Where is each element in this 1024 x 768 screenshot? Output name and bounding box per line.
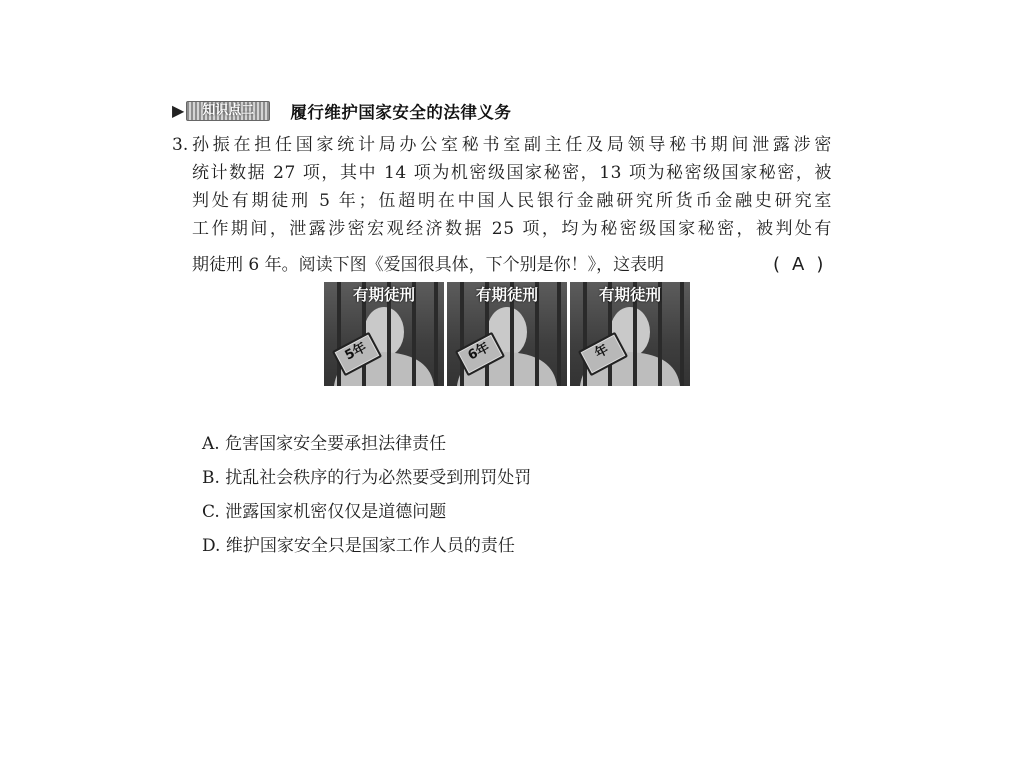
sentence-stamp: 5年 [332, 332, 382, 376]
section-marker-icon: ▶ [172, 101, 185, 120]
option-d: D. 维护国家安全只是国家工作人员的责任 [202, 536, 515, 556]
sentence-stamp: 6年 [455, 332, 505, 376]
question-line-4: 工作期间，泄露涉密宏观经济数据 25 项，均为秘密级国家秘密，被判处有 [192, 219, 832, 239]
question-line-5: 期徒刑 6 年。阅读下图《爱国很具体，下个别是你！》，这表明 [192, 255, 665, 275]
option-b: B. 扰乱社会秩序的行为必然要受到刑罚处罚 [202, 468, 532, 488]
question-line-1: 孙振在担任国家统计局办公室秘书室副主任及局领导秘书期间泄露涉密 [192, 135, 832, 155]
question-line-2: 统计数据 27 项，其中 14 项为机密级国家秘密，13 项为秘密级国家秘密，被 [192, 163, 832, 183]
panel-title: 有期徒刑 [598, 286, 661, 304]
section-title: 履行维护国家安全的法律义务 [290, 103, 512, 122]
cartoon-panel-3 [570, 282, 690, 386]
cartoon-panel-2 [447, 282, 567, 386]
panel-title: 有期徒刑 [352, 286, 415, 304]
answer-bracket: (A) [773, 254, 836, 275]
question-line-3: 判处有期徒刑 5 年；伍超明在中国人民银行金融研究所货币金融史研究室 [192, 191, 832, 211]
section-header [172, 99, 511, 123]
knowledge-point-badge: 知识点二 [186, 101, 270, 121]
option-a: A. 危害国家安全要承担法律责任 [202, 434, 447, 454]
option-c: C. 泄露国家机密仅仅是道德问题 [202, 502, 447, 522]
panel-title: 有期徒刑 [475, 286, 538, 304]
cartoon-panel-1 [324, 282, 444, 386]
prison-cartoon-figure [324, 282, 692, 386]
sentence-stamp: 年 [578, 332, 628, 376]
question-number: 3. [172, 135, 189, 155]
